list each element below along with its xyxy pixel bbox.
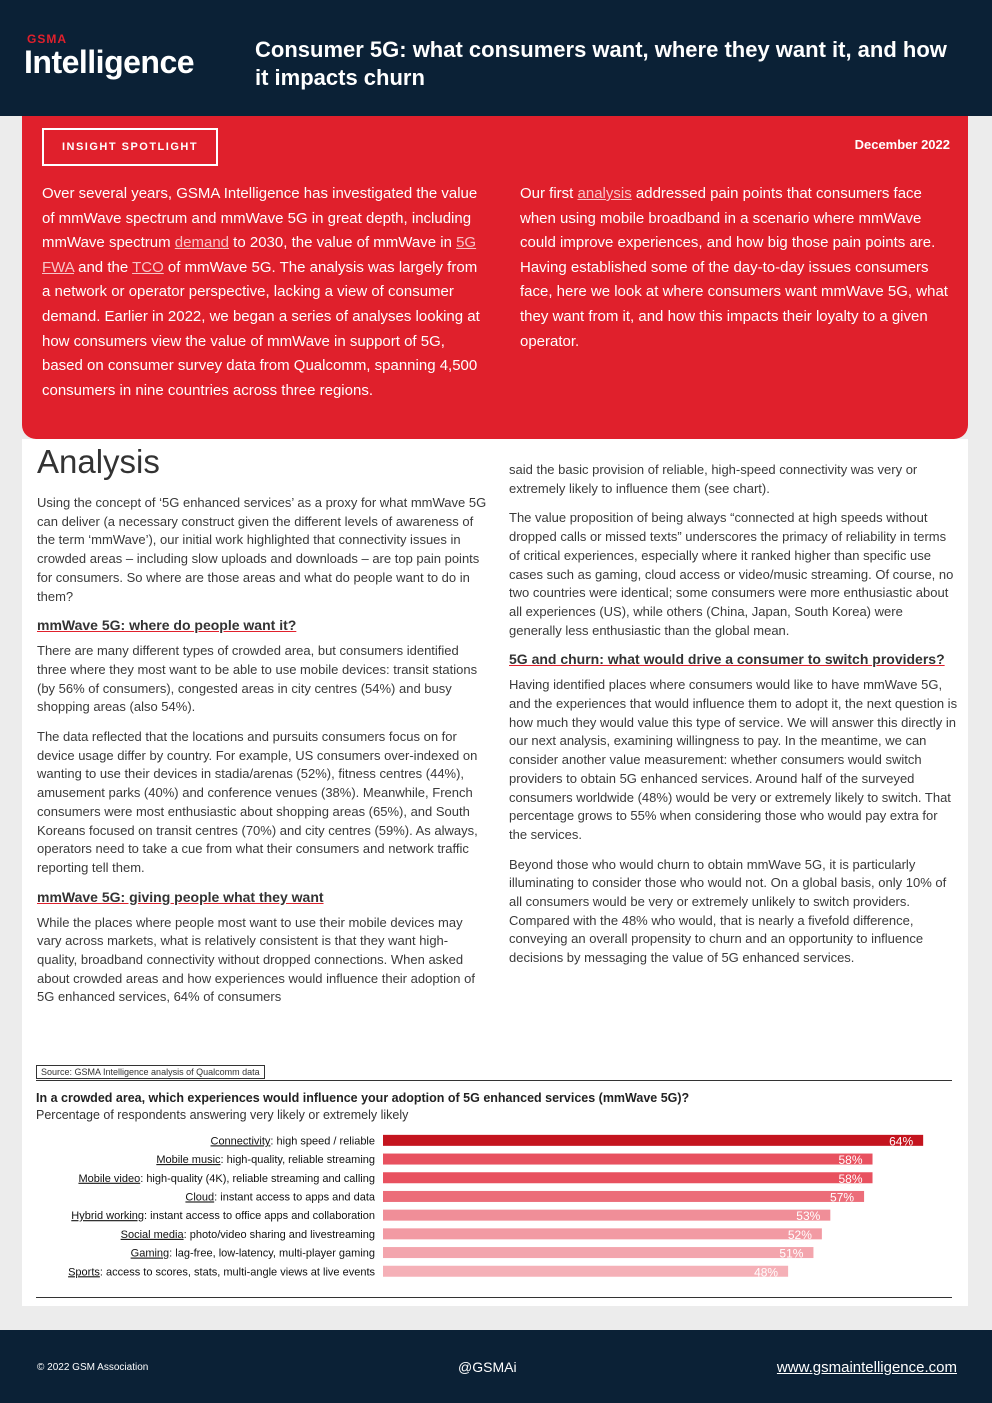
paragraph: The data reflected that the locations and pursuits consumers focus on for device usage differ by country. For example, US consumers over-indexed on wanting to use their devices in stadia/arenas (52%), fitness centres (44%), amusement parks (40%) and conference venues (38%). Meanwhile, French consumers were most enthusiastic about shopping areas (65%), and South Koreans focused on transit centres (70%) and city centres (59%). As always, operators need to take a cue from what their consumers and network traffic reporting tell them. xyxy=(37,729,478,875)
paragraph: Beyond those who would churn to obtain mmWave 5G, it is particularly illuminating to consider those who would not. On a global basis, only 10% of all consumers would be very or extremely unlikely to switch providers. Compared with the 48% who would, that is nearly a fivefold difference, conveying an overall propensity to churn and an opportunity to influence decisions by messaging the value of 5G enhanced services. xyxy=(509,856,947,966)
category-name: Mobile video xyxy=(78,1172,141,1185)
bar xyxy=(383,1153,873,1168)
5g-fwa-link[interactable]: 5G FWA xyxy=(42,234,477,276)
category-label xyxy=(131,1248,375,1260)
intro-right-text-2: addressed pain points that consumers face when using mobile broadband in a scenario where mmWave could improve experiences, and how big those pain points are. Having established some of the day-to-day issues consumers face, here we look at where consumers want mmWave 5G, what they want from it, and how this impacts their loyalty to a given operator. xyxy=(520,185,948,350)
intro-right-text-1: Our first xyxy=(520,185,578,202)
bar-value-label: 57% xyxy=(830,1190,855,1205)
column-right xyxy=(509,461,959,979)
analysis-link[interactable]: analysis xyxy=(577,185,632,202)
bar-value-label: 52% xyxy=(787,1227,812,1242)
chart-source: Source: GSMA Intelligence analysis of Qualcomm data xyxy=(36,1065,265,1079)
bar-value-label: 48% xyxy=(754,1265,779,1280)
paragraph: Using the concept of ‘5G enhanced services’ as a proxy for what mmWave 5G can deliver (a necessary construct given the different levels of awareness of the term ‘mmWave’), our initial work highlighted that connectivity issues in crowded areas – including slow uploads and downloads – are top pain points for consumers. So where are those areas and what do people want to do in them? xyxy=(37,495,487,604)
insight-panel xyxy=(22,116,968,439)
column-left xyxy=(37,494,487,1018)
bar xyxy=(383,1247,813,1258)
category-name: Connectivity xyxy=(210,1135,271,1148)
bar-chart xyxy=(36,1127,952,1291)
page-title: Consumer 5G: what consumers want, where they want it, and how it impacts churn xyxy=(255,37,947,90)
category-name: Cloud xyxy=(185,1191,215,1204)
website-link[interactable]: www.gsmaintelligence.com xyxy=(776,1359,957,1376)
category-name: Social media xyxy=(120,1228,184,1241)
paragraph: The value proposition of being always “connected at high speeds without dropped calls or missed texts” underscores the primacy of reliability in terms of critical experiences, especially where it ranked higher than specific use cases such as gaming, cloud access or video/music streaming. Of course, no two countries were identical; some consumers were more enthusiastic about all experiences (US), while others (China, Japan, South Korea) were generally less enthusiastic than the global mean. xyxy=(509,510,954,638)
category-label xyxy=(71,1210,375,1222)
bar-value-label: 58% xyxy=(838,1171,863,1186)
paragraph: There are many different types of crowded area, but consumers identified three where they most want to be able to use mobile devices: transit stations (by 56% of consumers), congested areas in city centres (54%) and busy shopping areas (also 54%). xyxy=(37,643,478,715)
section-heading-where: mmWave 5G: where do people want it? xyxy=(37,617,297,634)
category-desc: : high-quality, reliable streaming xyxy=(220,1154,375,1167)
demand-link[interactable]: demand xyxy=(174,234,230,252)
intro-left xyxy=(42,182,482,403)
divider xyxy=(36,1297,952,1298)
intro-right xyxy=(520,182,950,354)
copyright: © 2022 GSM Association xyxy=(37,1362,149,1373)
paragraph: Having identified places where consumers would like to have mmWave 5G, and the experiences that would influence them to adopt it, the next question is how much they would value this type of service. We will answer this directly in our next analysis, examining willingness to pay. In the meantime, we can consider another value measurement: whether consumers would switch providers to obtain 5G enhanced services. Around half of the surveyed consumers worldwide (48%) would be very or extremely likely to switch. That percentage grows to 55% when considering those who would pay extra for the services. xyxy=(509,677,958,842)
category-desc: : lag-free, low-latency, multi-player gaming xyxy=(169,1247,375,1260)
publication-date: December 2022 xyxy=(854,137,950,152)
category-label xyxy=(78,1173,375,1185)
intro-left-text-4: of mmWave 5G. The analysis was largely from a network or operator perspective, lacking a view of consumer demand. Earlier in 2022, we began a series of analyses looking at how consumers view the value of mmWave in support of 5G, based on consumer survey data from Qualcomm, spanning 4,500 consumers in nine countries across three regions. xyxy=(42,258,480,399)
category-name: Sports xyxy=(68,1266,100,1279)
chart-title: In a crowded area, which experiences would influence your adoption of 5G enhanced services (mmWave 5G)? xyxy=(36,1091,690,1105)
category-name: Mobile music xyxy=(156,1154,221,1167)
bar xyxy=(383,1190,864,1205)
category-name: Gaming xyxy=(130,1247,170,1260)
bar xyxy=(383,1134,923,1149)
main-content xyxy=(22,439,968,1306)
category-name: Hybrid working xyxy=(71,1210,145,1223)
bar-value-label: 53% xyxy=(796,1209,821,1224)
category-label xyxy=(211,1135,376,1147)
tco-link[interactable]: TCO xyxy=(132,258,164,276)
chart-subtitle: Percentage of respondents answering very likely or extremely likely xyxy=(36,1108,409,1122)
category-desc: : instant access to apps and data xyxy=(214,1191,375,1204)
category-desc: : high speed / reliable xyxy=(270,1135,375,1148)
category-label xyxy=(121,1229,375,1241)
category-label xyxy=(185,1191,375,1203)
page-header xyxy=(0,0,992,116)
page-footer xyxy=(0,1330,992,1403)
bar xyxy=(383,1228,822,1239)
analysis-heading: Analysis xyxy=(37,443,160,480)
category-desc: : photo/video sharing and livestreaming xyxy=(183,1228,375,1241)
intro-left-text-3: and the xyxy=(73,258,133,276)
bar-value-label: 64% xyxy=(889,1134,914,1149)
bar-value-label: 51% xyxy=(779,1246,804,1261)
section-heading-churn: 5G and churn: what would drive a consumer to switch providers? xyxy=(509,651,945,668)
intro-left-text-2: to 2030, the value of mmWave in xyxy=(229,234,457,252)
category-label xyxy=(156,1154,375,1166)
bar xyxy=(383,1209,830,1224)
insight-spotlight-badge: INSIGHT SPOTLIGHT xyxy=(42,128,218,166)
divider xyxy=(36,1080,952,1081)
chart xyxy=(36,1065,952,1297)
category-desc: : access to scores, stats, multi-angle views at live events xyxy=(99,1266,375,1279)
bar-value-label: 58% xyxy=(838,1153,863,1168)
logo-gsma: GSMA xyxy=(27,32,67,46)
paragraph: While the places where people most want to use their mobile devices may vary across markets, what is relatively consistent is that they want high-quality, broadband connectivity without dropped connections. When asked about crowded areas and how experiences would influence their adoption of 5G enhanced services, 64% of consumers xyxy=(37,914,475,1005)
bar xyxy=(383,1265,788,1280)
category-label xyxy=(68,1266,375,1278)
intro-left-text-1: Over several years, GSMA Intelligence has investigated the value of mmWave spectrum and mmWave 5G in great depth, including mmWave spectrum xyxy=(42,185,478,252)
paragraph: said the basic provision of reliable, high-speed connectivity was very or extremely likely to influence them (see chart). xyxy=(509,462,918,496)
twitter-handle[interactable]: @GSMAi xyxy=(458,1359,517,1375)
section-heading-what: mmWave 5G: giving people what they want xyxy=(37,888,324,905)
bar xyxy=(383,1172,873,1183)
category-desc: : high-quality (4K), reliable streaming and calling xyxy=(140,1172,375,1185)
logo-intelligence: Intelligence xyxy=(24,44,195,80)
category-desc: : instant access to office apps and collaboration xyxy=(144,1210,375,1223)
